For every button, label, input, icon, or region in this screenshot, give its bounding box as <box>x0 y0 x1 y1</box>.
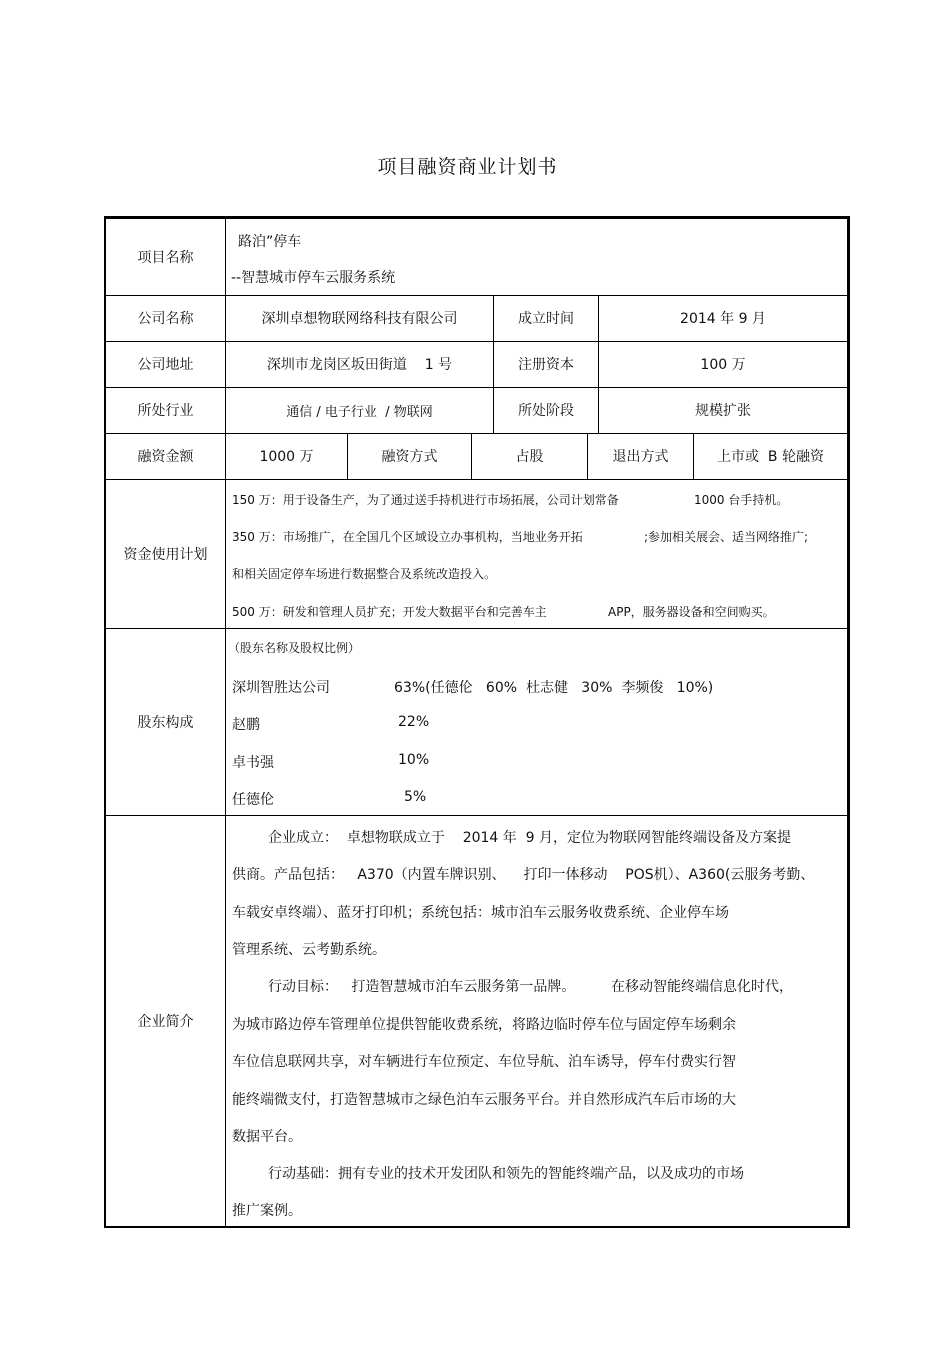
address-label: 公司地址 <box>137 357 194 373</box>
financing-amount-value: 1000 万 <box>259 449 314 465</box>
shareholder-name: 任德伦 <box>232 792 274 808</box>
intro-line: 车载安卓终端）、蓝牙打印机；系统包括：城市泊车云服务收费系统、企业停车场 <box>232 905 729 921</box>
industry-label: 所处行业 <box>137 403 194 419</box>
project-name-label: 项目名称 <box>137 250 194 266</box>
share-label: 占股 <box>515 449 544 465</box>
intro-line: 为城市路边停车管理单位提供智能收费系统，将路边临时停车位与固定停车场剩余 <box>232 1017 736 1033</box>
intro-line: 行动基础：拥有专业的技术开发团队和领先的智能终端产品，以及成功的市场 <box>268 1166 744 1182</box>
intro-line: 能终端微支付，打造智慧城市之绿色泊车云服务平台。并自然形成汽车后市场的大 <box>232 1092 736 1108</box>
shareholder-share: 22% <box>398 714 430 730</box>
intro-line: 供商。产品包括： A370（内置车牌识别、 打印一体移动 POS机）、A360(云服务考勤、 <box>232 867 815 883</box>
industry-value: 通信 / 电子行业 / 物联网 <box>286 404 433 420</box>
fund-plan-line-4b: APP，服务器设备和空间购买。 <box>608 605 775 619</box>
company-name-value: 深圳卓想物联网络科技有限公司 <box>261 311 458 327</box>
stage-label: 所处阶段 <box>518 403 574 419</box>
project-name-line1: 路泊”停车 <box>238 234 302 250</box>
shareholder-share: 63%(任德伦 60% 杜志健 30% 李频俊 10%) <box>394 680 714 696</box>
company-name-label: 公司名称 <box>137 311 194 327</box>
intro-line: 管理系统、云考勤系统。 <box>232 942 386 958</box>
intro-line: 数据平台。 <box>232 1129 302 1145</box>
fund-plan-label: 资金使用计划 <box>123 546 208 563</box>
intro-line: 推广案例。 <box>232 1203 302 1219</box>
fund-plan-line-1: 150 万：用于设备生产，为了通过送手持机进行市场拓展，公司计划常备 <box>232 493 619 507</box>
shareholder-name: 卓书强 <box>232 755 274 771</box>
intro-line: 行动目标： 打造智慧城市泊车云服务第一品牌。 在移动智能终端信息化时代， <box>268 979 793 995</box>
address-value: 深圳市龙岗区坂田街道 1 号 <box>266 357 453 373</box>
shareholders-note: （股东名称及股权比例） <box>228 641 361 655</box>
financing-method-label: 融资方式 <box>381 449 438 465</box>
exit-method-value: 上市或 B 轮融资 <box>717 449 824 465</box>
shareholder-name: 赵鹏 <box>232 717 260 733</box>
company-intro-label: 企业简介 <box>137 1013 194 1030</box>
fund-plan-line-1b: 1000 台手持机。 <box>694 493 789 507</box>
shareholder-share: 10% <box>398 752 430 768</box>
intro-line: 车位信息联网共享，对车辆进行车位预定、车位导航、泊车诱导，停车付费实行智 <box>232 1054 736 1070</box>
capital-value: 100 万 <box>700 357 746 373</box>
shareholder-name: 深圳智胜达公司 <box>232 680 330 696</box>
project-name-line2: --智慧城市停车云服务系统 <box>231 270 396 286</box>
financing-amount-label: 融资金额 <box>137 449 194 465</box>
document-title: 项目融资商业计划书 <box>377 156 558 178</box>
exit-method-label: 退出方式 <box>612 449 669 465</box>
capital-label: 注册资本 <box>518 357 574 373</box>
fund-plan-line-3: 和相关固定停车场进行数据整合及系统改造投入。 <box>232 567 497 581</box>
shareholders-label: 股东构成 <box>137 714 194 731</box>
fund-plan-line-4: 500 万：研发和管理人员扩充；开发大数据平台和完善车主 <box>232 605 547 619</box>
fund-plan-line-2b: ;参加相关展会、适当网络推广; <box>644 530 809 544</box>
fund-plan-line-2: 350 万：市场推广，在全国几个区域设立办事机构，当地业务开拓 <box>232 530 583 544</box>
founded-label: 成立时间 <box>518 311 574 327</box>
founded-value: 2014 年 9 月 <box>680 311 766 327</box>
business-plan-table <box>104 216 850 1228</box>
intro-line: 企业成立： 卓想物联成立于 2014 年 9 月，定位为物联网智能终端设备及方案提 <box>268 830 792 846</box>
shareholder-share: 5% <box>404 789 427 805</box>
stage-value: 规模扩张 <box>695 403 751 419</box>
